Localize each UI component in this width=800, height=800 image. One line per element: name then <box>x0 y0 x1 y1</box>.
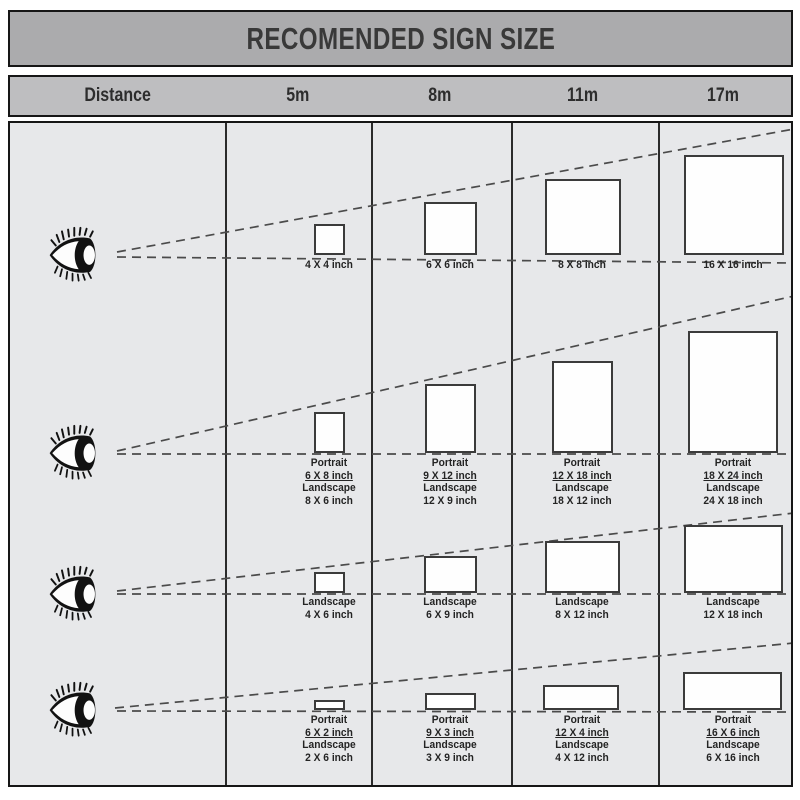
size-label: 12 X 9 inch <box>423 494 477 507</box>
size-label: 16 X 6 inch <box>706 726 760 739</box>
sightlines-overlay <box>10 123 791 785</box>
diagram-body <box>8 121 793 787</box>
size-label: 4 X 6 inch <box>305 608 353 621</box>
orientation-label: Landscape <box>706 482 760 494</box>
column-divider <box>225 123 227 785</box>
header-cell-distance <box>10 77 225 115</box>
sign-label <box>525 259 638 272</box>
size-label: 8 X 12 inch <box>555 608 609 621</box>
sign-label <box>525 457 638 507</box>
orientation-label: Portrait <box>563 714 601 726</box>
sign-rect-9x3 <box>425 693 476 710</box>
sign-rect-8x8 <box>545 179 621 255</box>
orientation-label: Portrait <box>310 457 348 469</box>
sign-rect-6x9-landscape <box>424 556 477 593</box>
orientation-label: Landscape <box>706 739 760 751</box>
size-label: 8 X 6 inch <box>305 494 353 507</box>
size-label: 9 X 12 inch <box>423 469 477 482</box>
orientation-label: Landscape <box>555 482 609 494</box>
orientation-label: Landscape <box>302 739 356 751</box>
size-label: 12 X 18 inch <box>703 608 763 621</box>
size-label: 18 X 24 inch <box>703 469 763 482</box>
orientation-label: Landscape <box>706 596 760 608</box>
size-label: 6 X 9 inch <box>426 608 474 621</box>
size-label: 24 X 18 inch <box>703 494 763 507</box>
eye-icon <box>50 683 96 736</box>
sign-rect-16x6 <box>683 672 782 710</box>
size-label: 8 X 8 inch <box>558 259 606 271</box>
sign-rect-12x4 <box>543 685 619 710</box>
size-label: 12 X 18 inch <box>552 469 612 482</box>
header-8m-label: 8m <box>428 85 452 106</box>
orientation-label: Portrait <box>310 714 348 726</box>
column-divider <box>371 123 373 785</box>
orientation-label: Landscape <box>302 482 356 494</box>
sign-rect-12x18-landscape <box>684 525 783 593</box>
sign-label <box>393 457 506 507</box>
size-label: 2 X 6 inch <box>305 751 353 764</box>
sign-rect-4x4 <box>314 224 345 255</box>
distance-header-row <box>8 75 793 117</box>
title-bar <box>8 10 793 67</box>
orientation-label: Landscape <box>423 482 477 494</box>
sign-rect-12x18 <box>552 361 613 453</box>
sign-rect-18x24 <box>688 331 778 453</box>
sign-label <box>272 259 385 272</box>
header-cell-11m <box>509 77 655 115</box>
eye-icon <box>50 567 96 620</box>
sign-rect-9x12 <box>425 384 476 453</box>
orientation-label: Landscape <box>302 596 356 608</box>
size-label: 6 X 6 inch <box>426 259 474 271</box>
size-label: 18 X 12 inch <box>552 494 612 507</box>
sign-label <box>272 457 385 507</box>
sign-label <box>272 714 385 764</box>
size-label: 3 X 9 inch <box>426 751 474 764</box>
size-label: 6 X 16 inch <box>706 751 760 764</box>
column-divider <box>658 123 660 785</box>
sign-label <box>676 714 789 764</box>
orientation-label: Portrait <box>714 457 752 469</box>
orientation-label: Landscape <box>555 596 609 608</box>
column-divider <box>511 123 513 785</box>
header-cell-8m <box>370 77 509 115</box>
sight-line-lower <box>117 711 791 712</box>
orientation-label: Landscape <box>423 596 477 608</box>
sign-rect-4x6-landscape <box>314 572 345 593</box>
sign-rect-16x16 <box>684 155 784 255</box>
sign-label <box>676 457 789 507</box>
sign-label <box>676 596 789 621</box>
sign-label <box>525 714 638 764</box>
page-title: RECOMENDED SIGN SIZE <box>246 20 555 56</box>
orientation-label: Portrait <box>431 457 469 469</box>
size-label: 4 X 4 inch <box>305 259 353 271</box>
header-cell-5m <box>225 77 370 115</box>
eye-icon <box>50 228 96 281</box>
header-cell-17m <box>656 77 791 115</box>
size-label: 16 X 16 inch <box>703 259 763 271</box>
sign-label <box>525 596 638 621</box>
sign-label <box>393 259 506 272</box>
sign-label <box>272 596 385 621</box>
header-5m-label: 5m <box>285 85 310 106</box>
size-label: 9 X 3 inch <box>426 726 474 739</box>
orientation-label: Portrait <box>431 714 469 726</box>
header-17m-label: 17m <box>707 85 740 106</box>
size-label: 6 X 8 inch <box>305 469 353 482</box>
sign-rect-6x6 <box>424 202 477 255</box>
orientation-label: Portrait <box>714 714 752 726</box>
orientation-label: Landscape <box>423 739 477 751</box>
sign-rect-8x12-landscape <box>545 541 620 593</box>
sign-label <box>676 259 789 272</box>
size-label: 12 X 4 inch <box>555 726 609 739</box>
size-label: 4 X 12 inch <box>555 751 609 764</box>
sign-label <box>393 714 506 764</box>
orientation-label: Landscape <box>555 739 609 751</box>
orientation-label: Portrait <box>563 457 601 469</box>
header-distance-label: Distance <box>84 85 151 106</box>
sign-label <box>393 596 506 621</box>
eye-icon <box>50 426 96 479</box>
sign-rect-6x2 <box>314 700 345 710</box>
header-11m-label: 11m <box>567 85 599 106</box>
size-label: 6 X 2 inch <box>305 726 353 739</box>
sign-rect-6x8 <box>314 412 345 453</box>
